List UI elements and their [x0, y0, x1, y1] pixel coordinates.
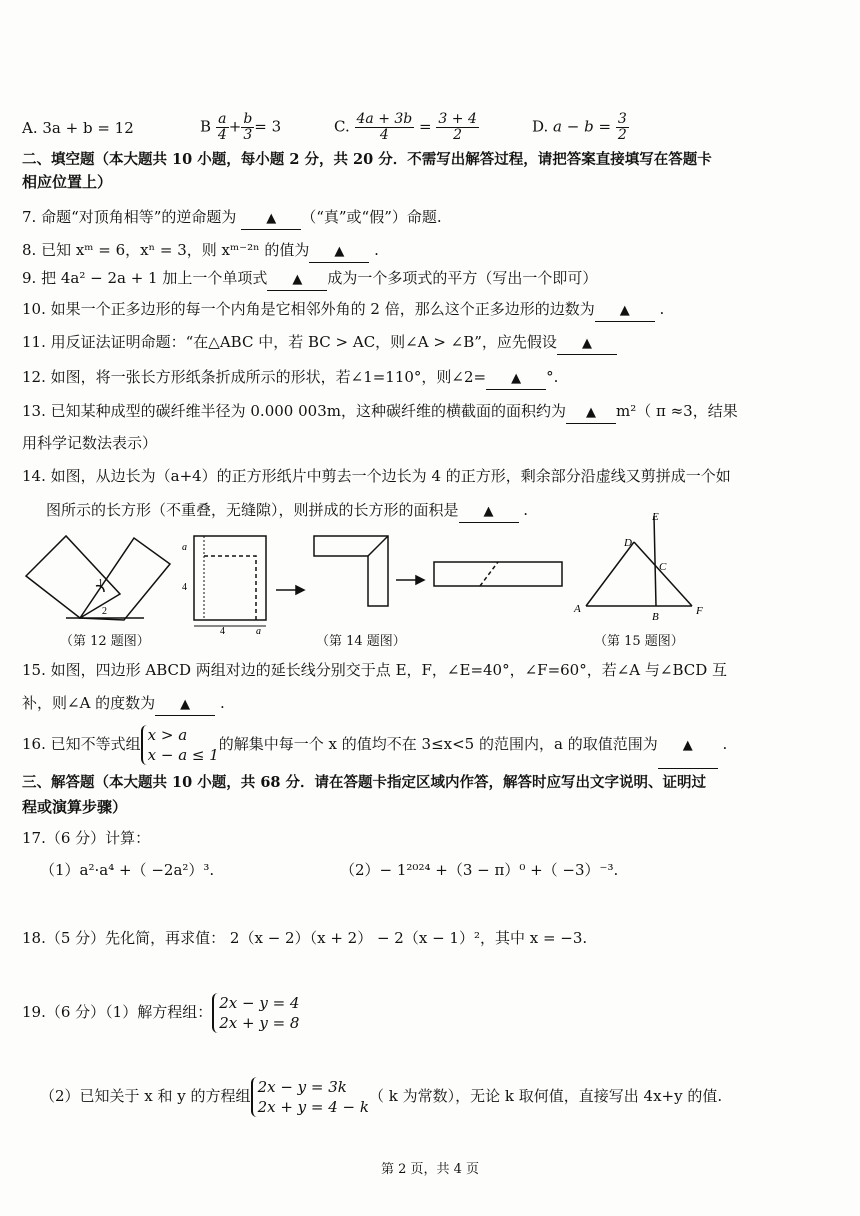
- option-b: B $\frac{a}{4}$ + $\frac{b}{3}$ = 3: [200, 111, 282, 143]
- svg-text:a: a: [256, 626, 261, 635]
- equation-system-1: 2x − y = 4 2x + y = 8: [212, 993, 299, 1033]
- question-18: 18.（5 分）先化简，再求值： 2（x − 2）（x + 2） − 2（x − 1）²，其中 x = −3.: [22, 929, 588, 947]
- answer-blank-8: ▲: [309, 240, 369, 263]
- question-8: 8. 已知 xᵐ = 6，xⁿ = 3，则 xᵐ⁻²ⁿ 的值为 ▲ .: [22, 240, 379, 263]
- answer-blank-14: ▲: [459, 500, 519, 523]
- svg-text:a: a: [182, 542, 187, 553]
- question-11: 11. 用反证法证明命题：“在△ABC 中，若 BC > AC，则∠A > ∠B”，应先假设 ▲: [22, 332, 617, 355]
- section2-heading-cont: 相应位置上）: [22, 173, 113, 191]
- question-19-part2: （2）已知关于 x 和 y 的方程组 2x − y = 3k 2x + y = 4 − k （ k 为常数），无论 k 取何值，直接写出 4x+y 的值.: [40, 1078, 723, 1116]
- question-17-part1: （1）a²·a⁴ +（ −2a²）³.: [40, 861, 215, 879]
- section2-heading: 二、填空题（本大题共 10 小题，每小题 2 分，共 20 分．不需写出解答过程，请把答案直接填写在答题卡: [22, 151, 712, 168]
- figure-14-caption: （第 14 题图）: [316, 634, 406, 649]
- page-footer: 第 2 页，共 4 页: [380, 1162, 480, 1177]
- question-13-cont: 用科学记数法表示）: [22, 434, 158, 452]
- question-15-cont: 补，则∠A 的度数为 ▲ .: [22, 693, 225, 716]
- question-17: 17.（6 分）计算：: [22, 829, 151, 847]
- option-a: A. 3a + b = 12: [22, 119, 134, 137]
- answer-blank-9: ▲: [267, 268, 327, 291]
- svg-text:D: D: [624, 537, 632, 549]
- section3-heading: 三、解答题（本大题共 10 小题，共 68 分．请在答题卡指定区域内作答，解答时应写出文字说明、证明过: [22, 774, 707, 791]
- svg-text:A: A: [574, 603, 581, 615]
- figure-12: [24, 534, 174, 626]
- svg-text:4: 4: [220, 626, 225, 635]
- equation-system-2: 2x − y = 3k 2x + y = 4 − k: [251, 1077, 369, 1117]
- question-10: 10. 如果一个正多边形的每一个内角是它相邻外角的 2 倍，那么这个正多边形的边数为 ▲ .: [22, 299, 664, 322]
- answer-blank-13: ▲: [566, 401, 616, 424]
- svg-text:C: C: [659, 561, 667, 573]
- figure-15: [572, 508, 712, 624]
- question-19: 19.（6 分）（1）解方程组： 2x − y = 4 2x + y = 8: [22, 994, 300, 1032]
- answer-blank-11: ▲: [557, 332, 617, 355]
- figure-14: [180, 530, 580, 635]
- answer-blank-12: ▲: [486, 367, 546, 390]
- svg-text:F: F: [696, 605, 703, 617]
- answer-blank-15: ▲: [155, 693, 215, 716]
- inequality-system: x > a x − a ≤ 1: [141, 725, 219, 765]
- question-12: 12. 如图，将一张长方形纸条折成所示的形状，若∠1=110°，则∠2= ▲ °.: [22, 367, 558, 390]
- question-15: 15. 如图，四边形 ABCD 两组对边的延长线分别交于点 E，F，∠E=40°，∠F=60°，若∠A 与∠BCD 互: [22, 661, 728, 679]
- answer-blank-10: ▲: [595, 299, 655, 322]
- option-c: C. $\frac{4a + 3b}{4}$ = $\frac{3 + 4}{2}$: [334, 111, 477, 143]
- svg-text:1: 1: [98, 578, 103, 589]
- figure-15-caption: （第 15 题图）: [594, 634, 684, 649]
- question-14-cont: 图所示的长方形（不重叠，无缝隙），则拼成的长方形的面积是 ▲ .: [46, 500, 528, 523]
- section3-heading-cont: 程或演算步骤）: [22, 798, 128, 816]
- question-7: 7. 命题“对顶角相等”的逆命题为 ▲ （“真”或“假”）命题.: [22, 207, 442, 230]
- answer-blank-7: ▲: [241, 207, 301, 230]
- option-d: D. a − b = $\frac{3}{2}$: [532, 111, 627, 143]
- svg-text:4: 4: [182, 582, 187, 593]
- question-17-part2: （2）− 1²⁰²⁴ +（3 − π）⁰ +（ −3）⁻³.: [340, 861, 619, 879]
- question-14: 14. 如图，从边长为（a+4）的正方形纸片中剪去一个边长为 4 的正方形，剩余部分沿虚线又剪拼成一个如: [22, 467, 731, 485]
- svg-text:B: B: [652, 611, 659, 623]
- question-16: 16. 已知不等式组 x > a x − a ≤ 1 的解集中每一个 x 的值均不在 3≤x<5 的范围内，a 的取值范围为 ▲ .: [22, 722, 727, 766]
- figure-12-caption: （第 12 题图）: [60, 634, 150, 649]
- svg-text:2: 2: [102, 606, 107, 617]
- option-row: [22, 112, 842, 148]
- answer-blank-16: ▲: [658, 722, 718, 769]
- svg-text:E: E: [652, 511, 659, 523]
- question-13: 13. 已知某种成型的碳纤维半径为 0.000 003m，这种碳纤维的横截面的面积约为 ▲ m²（ π ≈3，结果: [22, 401, 738, 424]
- question-9: 9. 把 4a² − 2a + 1 加上一个单项式 ▲ 成为一个多项式的平方（写出一个即可）: [22, 268, 597, 291]
